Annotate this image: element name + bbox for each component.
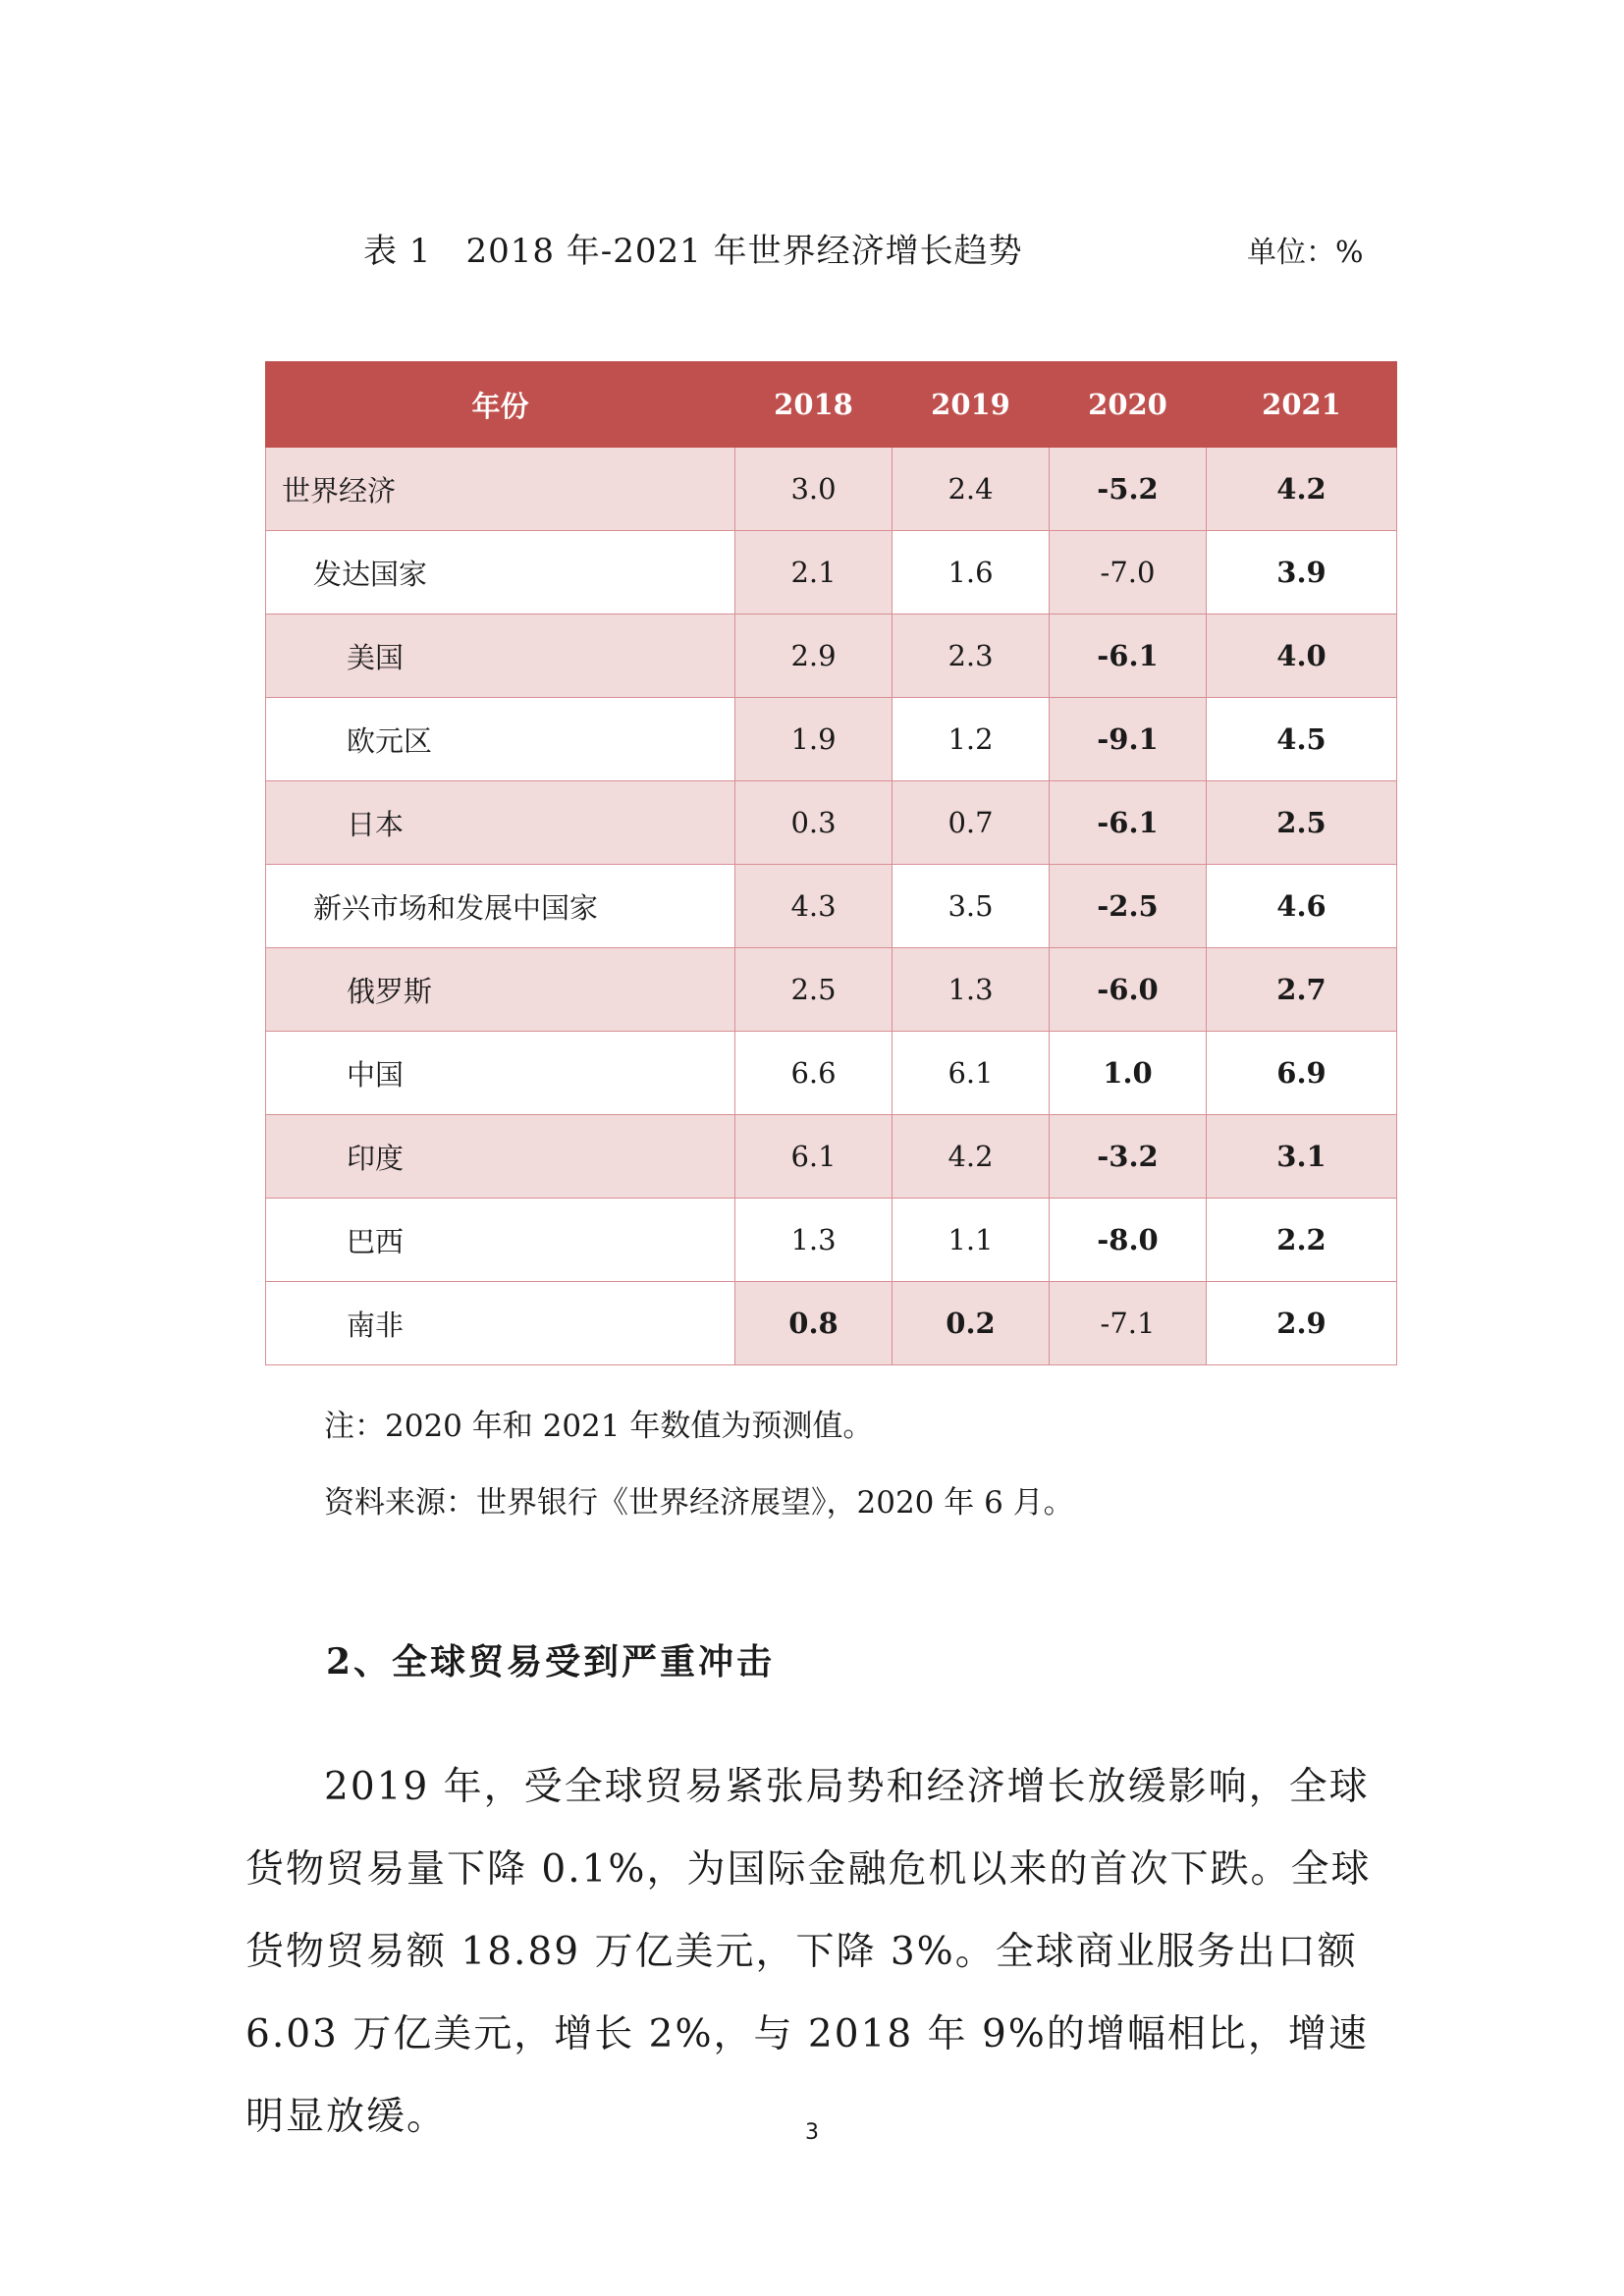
cell-value: 2.7 bbox=[1207, 948, 1397, 1032]
table-row bbox=[266, 781, 1397, 865]
cell-value: 1.1 bbox=[893, 1199, 1050, 1282]
cell-value: -7.0 bbox=[1050, 531, 1207, 614]
row-label: 世界经济 bbox=[266, 448, 735, 531]
cell-value: 4.6 bbox=[1207, 865, 1397, 948]
header-year: 2019 bbox=[893, 362, 1050, 448]
cell-value: 2.3 bbox=[893, 614, 1050, 698]
cell-value: 4.5 bbox=[1207, 698, 1397, 781]
row-label: 新兴市场和发展中国家 bbox=[266, 865, 735, 948]
cell-value: 6.1 bbox=[893, 1032, 1050, 1115]
cell-value: -2.5 bbox=[1050, 865, 1207, 948]
table-note: 注：2020 年和 2021 年数值为预测值。 bbox=[324, 1409, 874, 1444]
cell-value: 0.2 bbox=[893, 1282, 1050, 1365]
header-year: 2021 bbox=[1207, 362, 1397, 448]
table-row bbox=[266, 1282, 1397, 1365]
row-label: 美国 bbox=[266, 614, 735, 698]
cell-value: 1.3 bbox=[735, 1199, 893, 1282]
growth-table bbox=[265, 361, 1397, 1365]
table-row bbox=[266, 1032, 1397, 1115]
cell-value: 6.1 bbox=[735, 1115, 893, 1199]
row-label: 欧元区 bbox=[266, 698, 735, 781]
table-caption-row bbox=[0, 224, 1624, 283]
table-source: 资料来源：世界银行《世界经济展望》，2020 年 6 月。 bbox=[324, 1485, 1074, 1521]
table-row bbox=[266, 614, 1397, 698]
cell-value: 1.6 bbox=[893, 531, 1050, 614]
table-row bbox=[266, 448, 1397, 531]
cell-value: 0.8 bbox=[735, 1282, 893, 1365]
table-row bbox=[266, 865, 1397, 948]
table-row bbox=[266, 531, 1397, 614]
cell-value: 0.7 bbox=[893, 781, 1050, 865]
cell-value: 2.4 bbox=[893, 448, 1050, 531]
row-label: 中国 bbox=[266, 1032, 735, 1115]
row-label: 日本 bbox=[266, 781, 735, 865]
cell-value: 1.9 bbox=[735, 698, 893, 781]
page-number: 3 bbox=[805, 2120, 819, 2145]
table-row bbox=[266, 698, 1397, 781]
cell-value: -9.1 bbox=[1050, 698, 1207, 781]
cell-value: 4.2 bbox=[893, 1115, 1050, 1199]
table-unit: 单位：% bbox=[1247, 236, 1364, 270]
cell-value: 1.0 bbox=[1050, 1032, 1207, 1115]
table-row bbox=[266, 1199, 1397, 1282]
cell-value: -8.0 bbox=[1050, 1199, 1207, 1282]
header-label: 年份 bbox=[266, 362, 735, 448]
cell-value: -3.2 bbox=[1050, 1115, 1207, 1199]
table-caption: 表 1 2018 年-2021 年世界经济增长趋势 bbox=[363, 232, 1023, 271]
cell-value: 4.2 bbox=[1207, 448, 1397, 531]
cell-value: 2.1 bbox=[735, 531, 893, 614]
cell-value: 3.1 bbox=[1207, 1115, 1397, 1199]
row-label: 南非 bbox=[266, 1282, 735, 1365]
cell-value: 6.9 bbox=[1207, 1032, 1397, 1115]
cell-value: 2.9 bbox=[1207, 1282, 1397, 1365]
row-label: 发达国家 bbox=[266, 531, 735, 614]
cell-value: -5.2 bbox=[1050, 448, 1207, 531]
row-label: 俄罗斯 bbox=[266, 948, 735, 1032]
cell-value: -6.0 bbox=[1050, 948, 1207, 1032]
cell-value: 1.3 bbox=[893, 948, 1050, 1032]
cell-value: 2.9 bbox=[735, 614, 893, 698]
cell-value: -7.1 bbox=[1050, 1282, 1207, 1365]
header-year: 2018 bbox=[735, 362, 893, 448]
cell-value: 0.3 bbox=[735, 781, 893, 865]
cell-value: -6.1 bbox=[1050, 781, 1207, 865]
row-label: 印度 bbox=[266, 1115, 735, 1199]
section-heading: 2、全球贸易受到严重冲击 bbox=[326, 1641, 776, 1682]
cell-value: 3.9 bbox=[1207, 531, 1397, 614]
cell-value: 2.5 bbox=[735, 948, 893, 1032]
cell-value: -6.1 bbox=[1050, 614, 1207, 698]
table-header-row bbox=[266, 362, 1397, 448]
table-row bbox=[266, 1115, 1397, 1199]
row-label: 巴西 bbox=[266, 1199, 735, 1282]
cell-value: 2.2 bbox=[1207, 1199, 1397, 1282]
cell-value: 4.0 bbox=[1207, 614, 1397, 698]
cell-value: 1.2 bbox=[893, 698, 1050, 781]
cell-value: 6.6 bbox=[735, 1032, 893, 1115]
cell-value: 4.3 bbox=[735, 865, 893, 948]
header-year: 2020 bbox=[1050, 362, 1207, 448]
cell-value: 2.5 bbox=[1207, 781, 1397, 865]
cell-value: 3.5 bbox=[893, 865, 1050, 948]
section-paragraph: 2019 年，受全球贸易紧张局势和经济增长放缓影响，全球货物贸易量下降 0.1%，为国际金融危机以来的首次下跌。全球货物贸易额 18.89 万亿美元，下降 3%。全球商业服务出口额 6.03 万亿美元，增长 2%，与 2018 年 9%的增幅相比，增速明显放缓。 bbox=[245, 1765, 1372, 2139]
cell-value: 3.0 bbox=[735, 448, 893, 531]
table-row bbox=[266, 948, 1397, 1032]
